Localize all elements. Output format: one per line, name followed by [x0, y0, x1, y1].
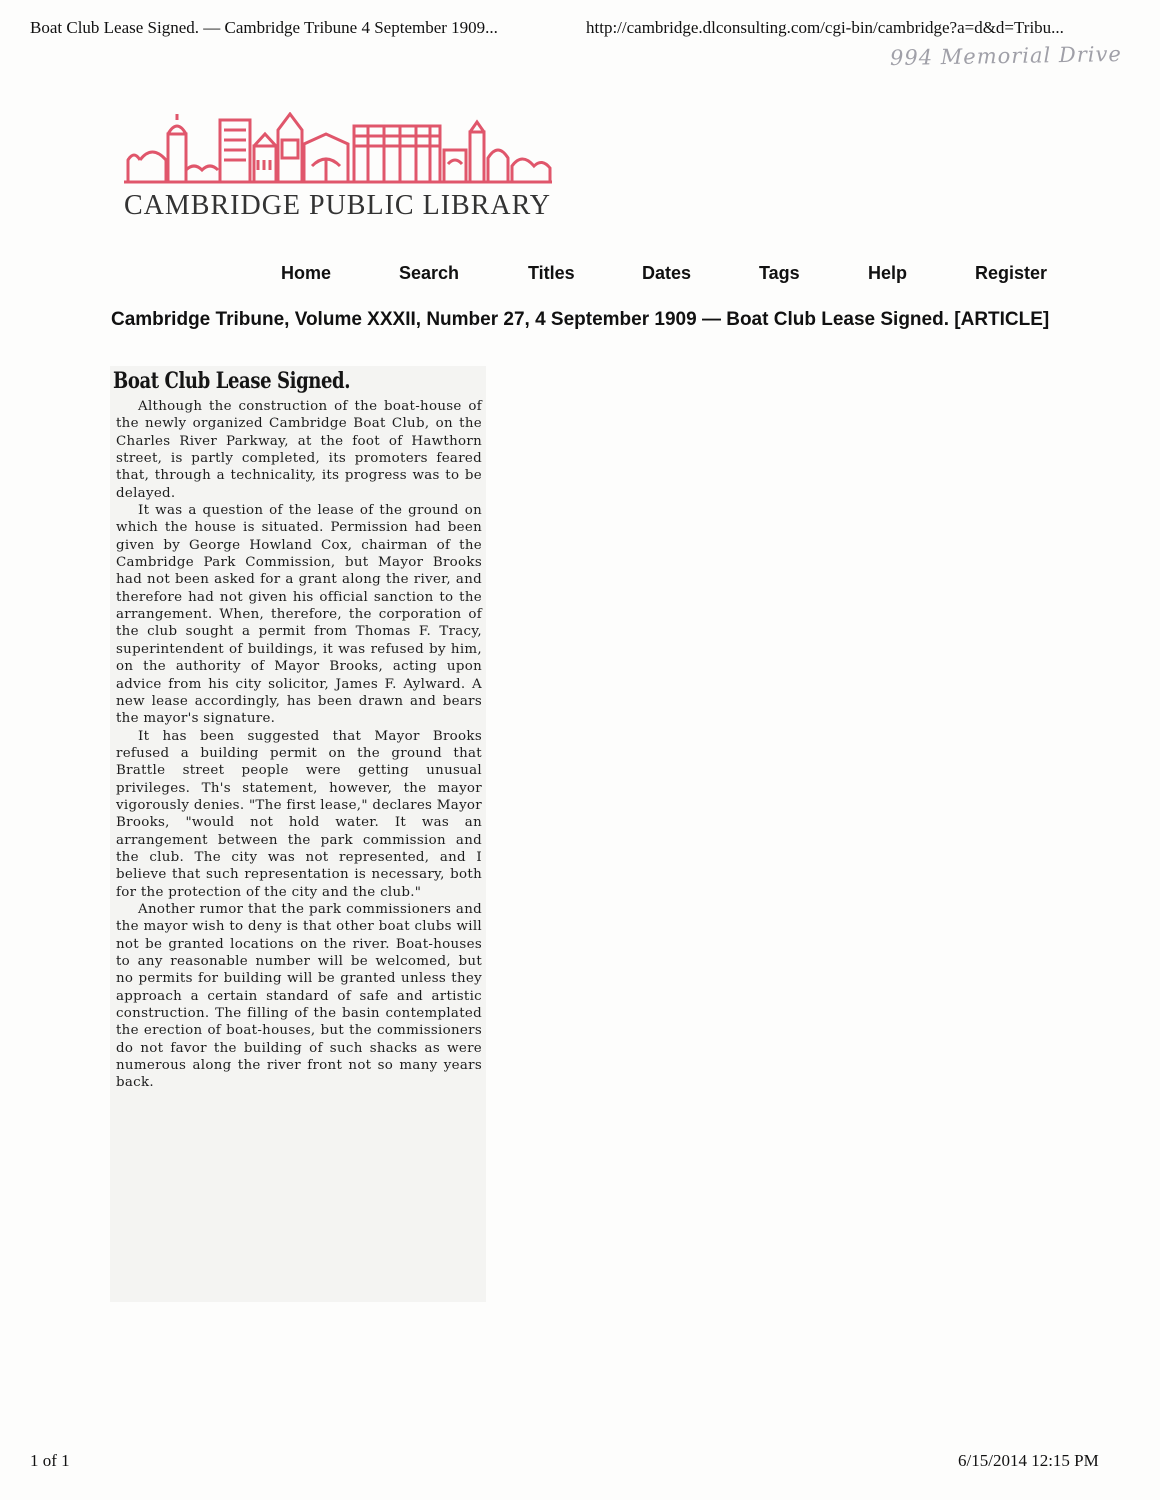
print-header-title: Boat Club Lease Signed. — Cambridge Tribune 4 September 1909...	[30, 18, 498, 37]
print-footer-page: 1 of 1	[30, 1451, 70, 1470]
clipping-paragraph: Another rumor that the park commissioners and the mayor wish to deny is that other boat clubs will not be granted locations on the river. Boat-houses to any reasonable number will be welcomed, but no permits for building will be granted unless they approach a certain standard of safe and artistic construction. The filling of the basin contemplated the erection of boat-houses, but the commissioners do not favor the building of such shacks as were numerous along the river front not so many years back.	[116, 901, 482, 1091]
nav-home[interactable]: Home	[281, 263, 332, 283]
nav-tags[interactable]: Tags	[759, 263, 800, 283]
handwritten-address-note: 994 Memorial Drive	[889, 41, 1122, 71]
clipping-headline: Boat Club Lease Signed.	[113, 368, 351, 394]
newspaper-clipping	[110, 366, 486, 1302]
library-logo[interactable]	[122, 112, 554, 232]
nav-dates[interactable]: Dates	[642, 263, 692, 283]
clipping-paragraph: Although the construction of the boat-house of the newly organized Cambridge Boat Club, on the Charles River Parkway, at the foot of Hawthorn street, is partly completed, its promoters feared that, through a technicality, its progress was to be delayed.	[116, 399, 482, 501]
nav-help[interactable]: Help	[868, 263, 908, 283]
print-footer-datetime: 6/15/2014 12:15 PM	[958, 1451, 1099, 1470]
library-name: CAMBRIDGE PUBLIC LIBRARY	[124, 190, 551, 221]
print-header-url: http://cambridge.dlconsulting.com/cgi-bin/cambridge?a=d&d=Tribu...	[586, 18, 1064, 37]
nav-titles[interactable]: Titles	[528, 263, 575, 283]
nav-search[interactable]: Search	[399, 263, 460, 283]
clipping-paragraph: It was a question of the lease of the ground on which the house is situated. Permission had been given by George Howland Cox, chairman of the Cambridge Park Commission, but Mayor Brooks had not been asked for a grant along the river, and therefore had not given his official sanction to the arrangement. When, therefore, the corporation of the club sought a permit from Thomas F. Tracy, superintendent of buildings, it was refused by him, on the authority of Mayor Brooks, acting upon advice from his city solicitor, James F. Aylward. A new lease accordingly, has been drawn and bears the mayor's signature.	[116, 503, 482, 727]
clipping-paragraph: It has been suggested that Mayor Brooks refused a building permit on the ground that Brattle street people were getting unusual privileges. Th's statement, however, the mayor vigorously denies. "The first lease," declares Mayor Brooks, "would not hold water. It was an arrangement between the park commission and the club. The city was not represented, and I believe that such representation is necessary, both for the protection of the city and the club."	[116, 728, 482, 900]
main-nav	[0, 263, 1160, 287]
nav-register[interactable]: Register	[975, 263, 1048, 283]
library-skyline-icon	[122, 112, 554, 188]
article-heading: Cambridge Tribune, Volume XXXII, Number 27, 4 September 1909 — Boat Club Lease Signed. [ARTICLE]	[111, 309, 1050, 330]
clipping-body	[116, 398, 482, 1092]
